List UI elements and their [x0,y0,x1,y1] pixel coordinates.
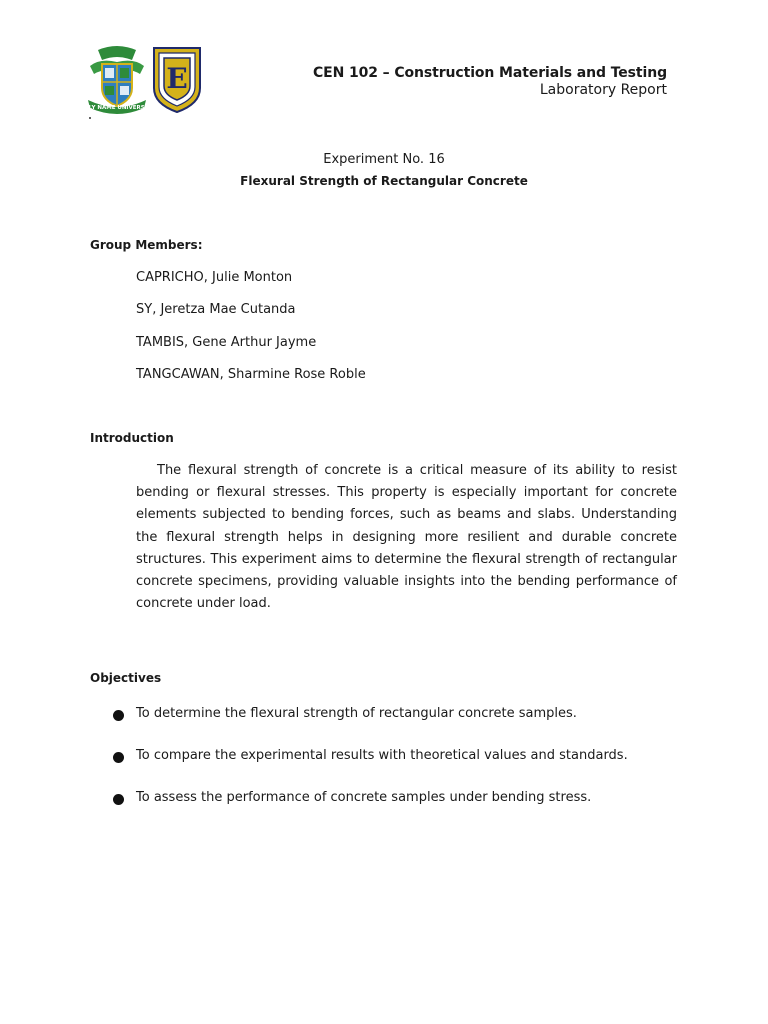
bullet-icon [113,710,124,721]
objective-text: To determine the flexural strength of rectangular concrete samples. [136,706,577,721]
bullet-icon [113,794,124,805]
course-title: CEN 102 – Construction Materials and Testing [312,65,667,81]
introduction-heading: Introduction [90,431,174,445]
list-item [110,748,710,790]
group-member: TAMBIS, Gene Arthur Jayme [136,335,317,350]
stray-dot [89,117,91,119]
objectives-heading: Objectives [90,671,162,685]
experiment-title: Flexural Strength of Rectangular Concrete [240,174,528,188]
experiment-number: Experiment No. 16 [323,152,445,167]
objective-text: To compare the experimental results with theoretical values and standards. [136,748,628,763]
list-item [110,790,710,832]
group-members-heading: Group Members: [90,238,203,252]
university-name-text: HOLY NAME UNIVERSITY [79,105,155,111]
group-member: TANGCAWAN, Sharmine Rose Roble [136,367,366,382]
group-member: CAPRICHO, Julie Monton [136,270,293,285]
department-letter-text: E [166,62,188,95]
objectives-list [110,706,710,832]
objective-text: To assess the performance of concrete samples under bending stress. [136,790,592,805]
bullet-icon [113,752,124,763]
university-seal-icon [79,44,155,118]
report-type: Laboratory Report [539,82,667,98]
introduction-paragraph: The flexural strength of concrete is a critical measure of its ability to resist bending or flexural stresses. This property is especially important for concrete elements subjected to bending forces, such as beams and slabs. Understanding the flexural strength helps in designing more resilient and durable concrete structures. This experiment aims to determine the flexural strength of rectangular concrete specimens, providing valuable insights into the bending performance of concrete under load. [136,463,677,612]
group-member: SY, Jeretza Mae Cutanda [136,302,296,317]
civil-engineering-society-icon [150,44,204,114]
list-item [110,706,710,748]
